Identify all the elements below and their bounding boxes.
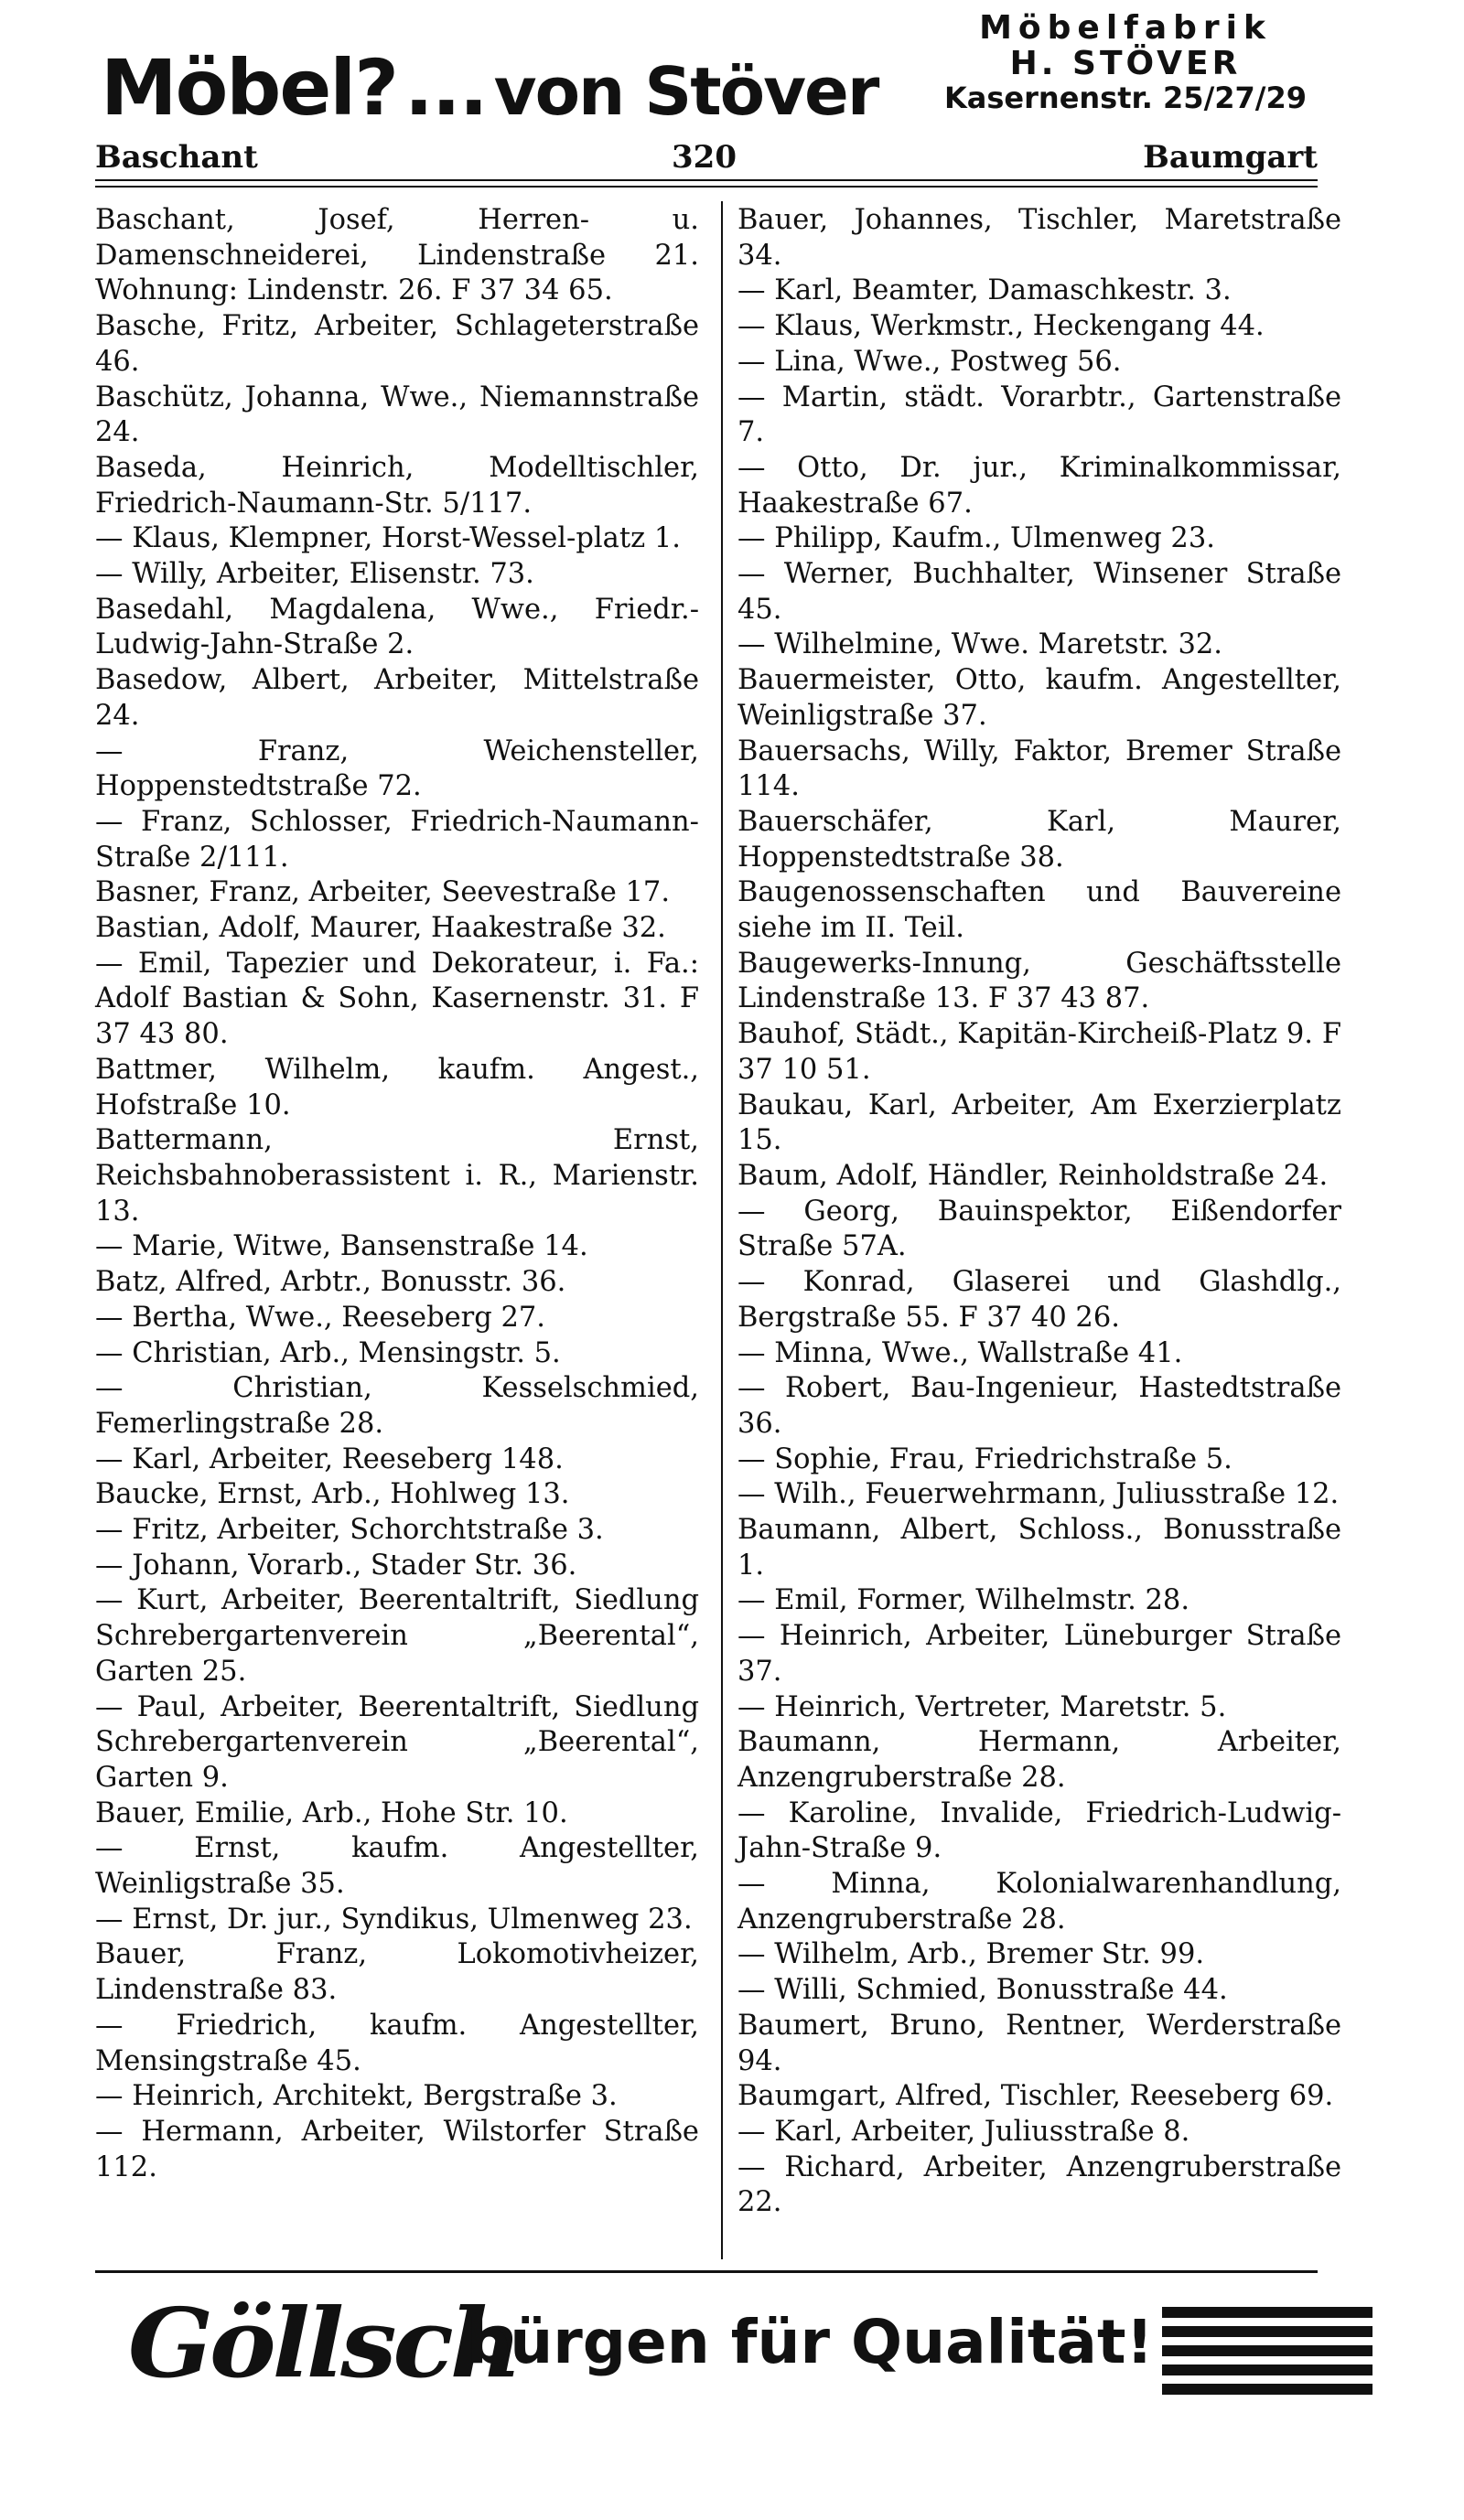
directory-entry: Baumert, Bruno, Rentner, Werderstraße 94.: [737, 2009, 1341, 2077]
directory-entry: — Sophie, Frau, Friedrichstraße 5.: [737, 1442, 1233, 1475]
running-head-left: Baschant: [95, 139, 258, 176]
directory-entry: — Emil, Tapezier und Dekorateur, i. Fa.: Adolf Bastian & Sohn, Kasernenstr. 31. F 37 43 80.: [95, 947, 699, 1051]
directory-entry: Basner, Franz, Arbeiter, Seevestraße 17.: [95, 876, 671, 909]
running-head: [95, 139, 1318, 185]
right-column: [737, 203, 1341, 2221]
ad-firm-block: [933, 11, 1318, 113]
directory-entry: — Friedrich, kaufm. Angestellter, Mensingstraße 45.: [95, 2009, 699, 2077]
directory-entry: — Martin, städt. Vorarbtr., Gartenstraße 7.: [737, 381, 1341, 449]
directory-entry: — Georg, Bauinspektor, Eißendorfer Straße 57A.: [737, 1195, 1341, 1263]
directory-entry: — Franz, Schlosser, Friedrich-Naumann-Straße 2/111.: [95, 805, 699, 874]
directory-entry: — Karoline, Invalide, Friedrich-Ludwig-Jahn-Straße 9.: [737, 1796, 1341, 1865]
decorative-stripes: [1162, 2307, 1372, 2397]
ad-firm-line3: Kasernenstr. 25/27/29: [943, 80, 1307, 115]
ad-firm-line1: Möbelfabrik: [979, 9, 1272, 47]
directory-entry: — Otto, Dr. jur., Kriminalkommissar, Haakestraße 67.: [737, 451, 1341, 520]
ad-headline-von: von Stöver: [493, 53, 878, 130]
directory-entry: — Franz, Weichensteller, Hoppenstedtstraße 72.: [95, 735, 699, 803]
footer-rule: [95, 2270, 1318, 2273]
directory-entry: — Ernst, kaufm. Angestellter, Weinligstraße 35.: [95, 1832, 699, 1901]
directory-entry: Battmer, Wilhelm, kaufm. Angest., Hofstraße 10.: [95, 1053, 699, 1121]
directory-entry: Batz, Alfred, Arbtr., Bonusstr. 36.: [95, 1266, 566, 1299]
header-rule: [95, 179, 1318, 181]
directory-entry: — Minna, Kolonialwarenhandlung, Anzengruberstraße 28.: [737, 1868, 1341, 1936]
ad-headline-main: Möbel?: [101, 43, 397, 133]
directory-entry: Baukau, Karl, Arbeiter, Am Exerzierplatz 15.: [737, 1088, 1341, 1157]
ad-firm-line2: H. STÖVER: [1009, 44, 1242, 82]
directory-entry: Bauhof, Städt., Kapitän-Kircheiß-Platz 9. F 37 10 51.: [737, 1018, 1341, 1086]
directory-entry: Baugewerks-Innung, Geschäftsstelle Lindenstraße 13. F 37 43 87.: [737, 947, 1341, 1015]
directory-entry: — Christian, Kesselschmied, Femerlingstraße 28.: [95, 1372, 699, 1440]
directory-entry: — Hermann, Arbeiter, Wilstorfer Straße 112.: [95, 2115, 699, 2183]
directory-entry: Baschant, Josef, Herren- u. Damenschneiderei, Lindenstraße 21. Wohnung: Lindenstr. 26. F 37 34 65.: [95, 204, 699, 307]
directory-entry: — Willi, Schmied, Bonusstraße 44.: [737, 1974, 1228, 2007]
directory-entry: — Klaus, Klempner, Horst-Wessel-platz 1.: [95, 522, 681, 555]
directory-entry: — Paul, Arbeiter, Beerentaltrift, Siedlung Schrebergartenverein „Beerental“, Garten 9.: [95, 1690, 699, 1794]
directory-entry: — Heinrich, Architekt, Bergstraße 3.: [95, 2080, 618, 2113]
ad-slogan: bürgen für Qualität!: [467, 2307, 1154, 2377]
top-advertisement: [101, 11, 1318, 148]
directory-entry: Bauer, Emilie, Arb., Hohe Str. 10.: [95, 1796, 568, 1829]
directory-entry: Baugenossenschaften und Bauvereine siehe im II. Teil.: [737, 876, 1341, 945]
directory-entry: — Bertha, Wwe., Reeseberg 27.: [95, 1301, 545, 1334]
column-divider: [721, 201, 723, 2259]
directory-entry: — Minna, Wwe., Wallstraße 41.: [737, 1336, 1183, 1369]
directory-entry: Bauerschäfer, Karl, Maurer, Hoppenstedtstraße 38.: [737, 805, 1341, 874]
directory-entry: — Lina, Wwe., Postweg 56.: [737, 345, 1122, 378]
directory-entry: — Christian, Arb., Mensingstr. 5.: [95, 1336, 561, 1369]
directory-entry: Basche, Fritz, Arbeiter, Schlageterstraße 46.: [95, 310, 699, 378]
brand-logo: Göllsch: [127, 2287, 519, 2399]
directory-entry: — Klaus, Werkmstr., Heckengang 44.: [737, 310, 1265, 343]
left-column: [95, 203, 699, 2185]
directory-entry: — Karl, Arbeiter, Reeseberg 148.: [95, 1442, 564, 1475]
directory-entry: Baumann, Hermann, Arbeiter, Anzengruberstraße 28.: [737, 1726, 1341, 1794]
directory-entry: — Heinrich, Vertreter, Maretstr. 5.: [737, 1690, 1227, 1723]
directory-entry: — Marie, Witwe, Bansenstraße 14.: [95, 1230, 588, 1263]
directory-entry: Baucke, Ernst, Arb., Hohlweg 13.: [95, 1478, 570, 1511]
directory-entry: Basedahl, Magdalena, Wwe., Friedr.-Ludwig-Jahn-Straße 2.: [95, 593, 699, 661]
directory-entry: — Wilhelmine, Wwe. Maretstr. 32.: [737, 628, 1222, 661]
directory-entry: — Johann, Vorarb., Stader Str. 36.: [95, 1549, 577, 1582]
directory-entry: — Werner, Buchhalter, Winsener Straße 45.: [737, 558, 1341, 626]
directory-entry: — Wilh., Feuerwehrmann, Juliusstraße 12.: [737, 1478, 1340, 1511]
ad-headline: [101, 43, 878, 133]
page-number: 320: [672, 139, 737, 176]
directory-entry: Bauersachs, Willy, Faktor, Bremer Straße 114.: [737, 735, 1341, 803]
ad-headline-dots: ...: [404, 43, 487, 133]
directory-entry: — Kurt, Arbeiter, Beerentaltrift, Siedlung Schrebergartenverein „Beerental“, Garten 25.: [95, 1584, 699, 1688]
directory-entry: — Ernst, Dr. jur., Syndikus, Ulmenweg 23.: [95, 1903, 693, 1936]
directory-entry: — Karl, Arbeiter, Juliusstraße 8.: [737, 2115, 1190, 2148]
running-head-right: Baumgart: [1143, 139, 1318, 176]
directory-entry: Bauermeister, Otto, kaufm. Angestellter, Weinligstraße 37.: [737, 664, 1341, 732]
directory-entry: — Philipp, Kaufm., Ulmenweg 23.: [737, 522, 1215, 555]
directory-entry: Baumann, Albert, Schloss., Bonusstraße 1.: [737, 1514, 1341, 1582]
directory-entry: Baumgart, Alfred, Tischler, Reeseberg 69.: [737, 2080, 1334, 2113]
directory-entry: — Willy, Arbeiter, Elisenstr. 73.: [95, 558, 534, 591]
directory-entry: Baseda, Heinrich, Modelltischler, Friedrich-Naumann-Str. 5/117.: [95, 451, 699, 520]
directory-entry: Bauer, Franz, Lokomotivheizer, Lindenstraße 83.: [95, 1938, 699, 2007]
directory-entry: — Karl, Beamter, Damaschkestr. 3.: [737, 274, 1232, 307]
directory-entry: Bauer, Johannes, Tischler, Maretstraße 34.: [737, 204, 1341, 272]
directory-entry: Baschütz, Johanna, Wwe., Niemannstraße 24.: [95, 381, 699, 449]
bottom-advertisement: [127, 2287, 1372, 2424]
directory-entry: Bastian, Adolf, Maurer, Haakestraße 32.: [95, 912, 666, 945]
directory-entry: — Wilhelm, Arb., Bremer Str. 99.: [737, 1938, 1205, 1971]
header-rule-double: [95, 186, 1318, 188]
directory-entry: — Richard, Arbeiter, Anzengruberstraße 22.: [737, 2150, 1341, 2219]
directory-entry: — Emil, Former, Wilhelmstr. 28.: [737, 1584, 1190, 1617]
directory-entry: — Konrad, Glaserei und Glashdlg., Bergstraße 55. F 37 40 26.: [737, 1266, 1341, 1334]
directory-entry: Baum, Adolf, Händler, Reinholdstraße 24.: [737, 1159, 1329, 1192]
directory-entry: — Fritz, Arbeiter, Schorchtstraße 3.: [95, 1514, 604, 1547]
directory-entry: — Heinrich, Arbeiter, Lüneburger Straße 37.: [737, 1620, 1341, 1688]
directory-entry: — Robert, Bau-Ingenieur, Hastedtstraße 36.: [737, 1372, 1341, 1440]
directory-entry: Battermann, Ernst, Reichsbahnoberassistent i. R., Marienstr. 13.: [95, 1124, 699, 1228]
directory-entry: Basedow, Albert, Arbeiter, Mittelstraße 24.: [95, 664, 699, 732]
